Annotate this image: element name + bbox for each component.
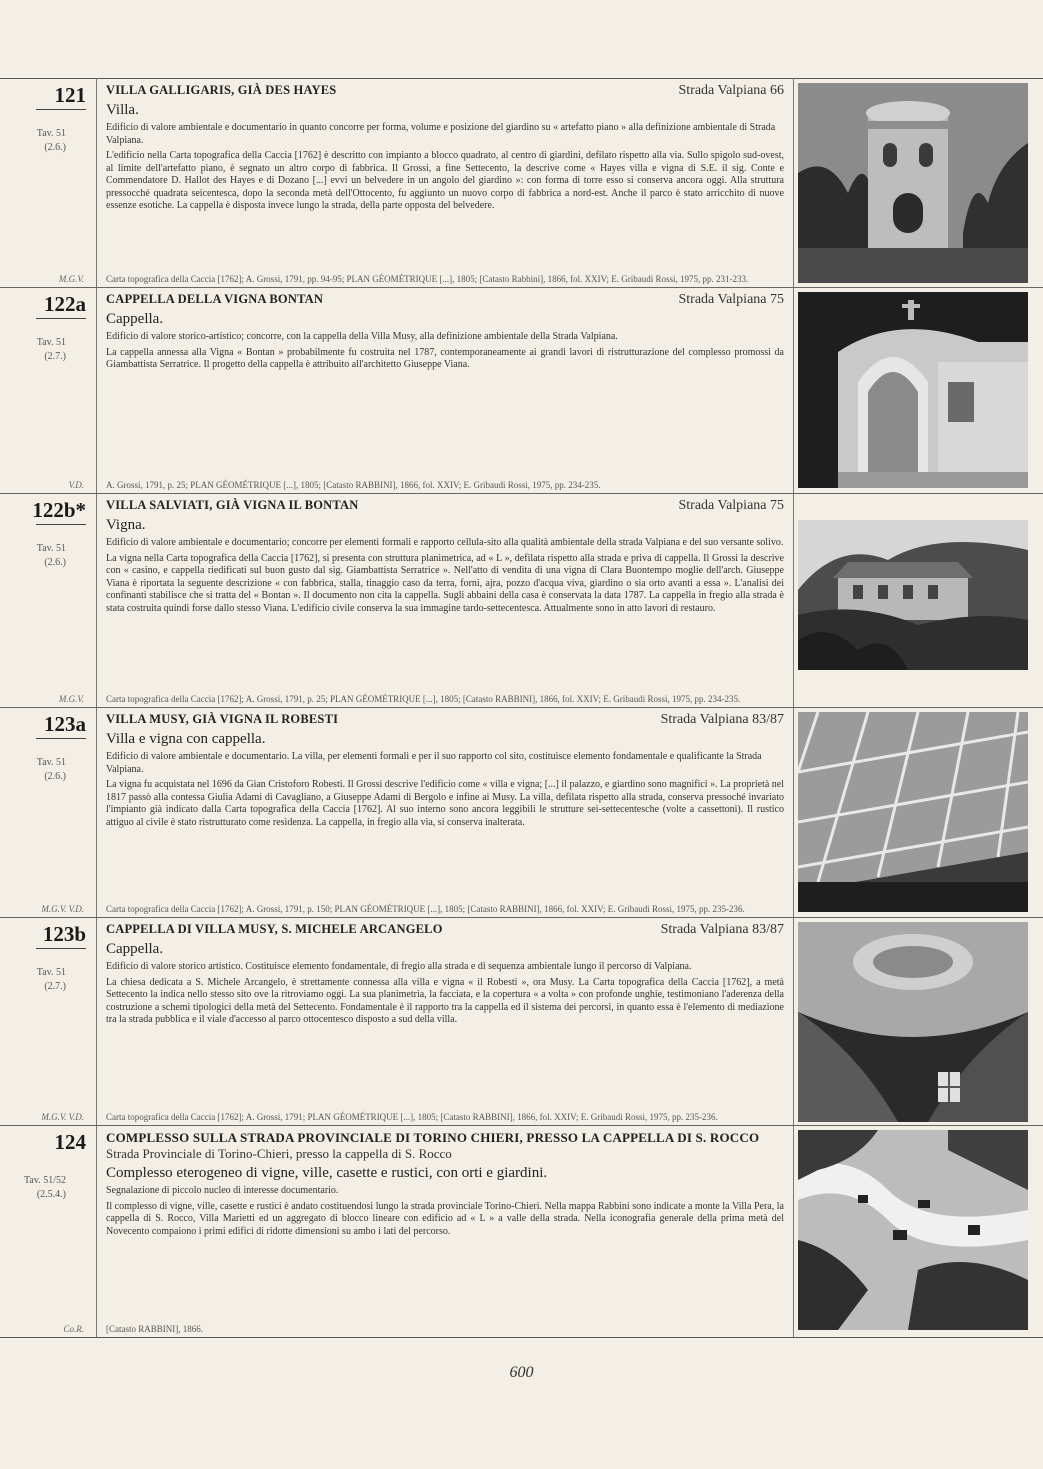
number-separator <box>36 738 86 739</box>
photo-coffered-ceiling <box>798 712 1028 912</box>
entry-content <box>106 498 784 705</box>
entry-references: [Catasto RABBINI], 1866. <box>106 1324 203 1334</box>
tav-reference <box>20 966 66 994</box>
author-initials: M.G.V. <box>58 694 84 704</box>
entry-123a <box>0 708 1043 918</box>
entry-number: 124 <box>54 1130 86 1154</box>
entry-content <box>106 83 784 285</box>
entry-references: Carta topografica della Caccia [1762]; A. Grossi, 1791, p. 150; PLAN GÉOMÉTRIQUE [...], 1805; [Catasto RABBINI], 1866, fol. XXIV; E. Gribaudi Rossi, 1975, pp. 235-236. <box>106 904 745 914</box>
entry-address: Strada Valpiana 83/87 <box>660 922 784 937</box>
entry-title: VILLA GALLIGARIS, GIÀ DES HAYES <box>106 83 337 97</box>
entry-content <box>106 292 784 491</box>
entry-content <box>106 712 784 915</box>
entry-number: 123a <box>44 712 86 736</box>
tav-label: Tav. 51 <box>36 128 66 139</box>
bottom-rule <box>0 1337 1043 1338</box>
entry-123b <box>0 918 1043 1126</box>
tav-reference <box>20 127 66 155</box>
entry-type: Cappella. <box>106 941 164 957</box>
author-initials: M.G.V. V.D. <box>41 904 84 914</box>
entry-description: La cappella annessa alla Vigna « Bontan » probabilmente fu costruita nel 1787, contemporaneamente ai grandi lavori di ristrutturazione del complesso promossi da Giambattista Serratrice. Il progetto della cappella è attribuito all'architetto Giuseppe Viana. <box>106 346 784 370</box>
tav-code: (2.6.) <box>44 557 66 568</box>
entry-122b <box>0 494 1043 708</box>
entry-description: L'edificio nella Carta topografica della Caccia [1762] è descritto con impianto a blocco quadrato, al centro di giardini, defilato rispetto alla via. Sullo spigolo sud-ovest, al limite dell'artefatto piano, è segnato un altro corpo di fabbrica. Il Grossi, a fine Settecento, la descrive come « Hayes villa e vigna di S.E. il sig. Conte e Commendatore D. Hallot des Hayes e di Dozano [...] evvi un belvedere in un angolo del giardino »: con forma di torre esso si conserva ancora oggi. Alla struttura pressocché quadrata seicentesca, dopo la seconda metà dell'Ottocento, fu aggiunto un nuovo corpo di fabbrica a nord-est. Anche il parco è stato arricchito di nuove essenze esotiche. La cappella è disposta invece lungo la strada, della parte opposta del belvedere. <box>106 150 784 211</box>
author-initials: V.D. <box>68 480 84 490</box>
photo-aerial-view <box>798 1130 1028 1330</box>
entry-address: Strada Provinciale di Torino-Chieri, presso la cappella di S. Rocco <box>106 1146 452 1161</box>
entry-number: 122a <box>44 292 86 316</box>
entry-title: CAPPELLA DELLA VIGNA BONTAN <box>106 292 324 306</box>
entry-description: La vigna nella Carta topografica della Caccia [1762], si presenta con struttura planimetrica, ad « L », defilata rispetto alla strada e priva di cappella. Il Grossi la descrive con « casino, e cappella riedificati sul buon gusto dal sig. Giambattista Serratrice ». Nell'atto di vendita di una vigna di Clara Buontempo moglie dell'arch. Giuseppe Viana è riportata la seguente descrizione « con fabbrica, stalla, tinaggio caso da terra, forni, ajra, pozzo d'acqua viva, giardino o sia orto avanti a essa ». L'analisi dei confinanti stabilisce che si tratta del « Bontan ». Il documento non cita la cappella. Sugli abbaini della casa è conservata la data 1787. La cappella in fregio alla strada è stata costruita quindi forse dallo stesso Viana. L'edificio civile conserva la sua immagine tardo-settecentesca. Attualmente sono in atto lavori di restauro. <box>106 552 784 614</box>
tav-label: Tav. 51 <box>36 337 66 348</box>
entry-type: Villa e vigna con cappella. <box>106 731 266 747</box>
entry-address: Strada Valpiana 75 <box>678 498 784 513</box>
photo-chapel-vault <box>798 922 1028 1122</box>
entry-type: Villa. <box>106 102 139 118</box>
author-initials: Co.R. <box>63 1324 84 1334</box>
author-initials: M.G.V. V.D. <box>41 1112 84 1122</box>
tav-reference <box>20 756 66 784</box>
entry-content <box>106 922 784 1123</box>
entry-value: Edificio di valore storico-artistico; concorre, con la cappella della Villa Musy, alla definizione ambientale della Strada Valpiana. <box>106 331 618 342</box>
tav-code: (2.6.) <box>44 142 66 153</box>
entry-value: Segnalazione di piccolo nucleo di interesse documentario. <box>106 1185 339 1196</box>
tav-reference <box>20 542 66 570</box>
entry-description: Il complesso di vigne, ville, casette e rustici è andato costituendosi lungo la strada provinciale Torino-Chieri. Nella mappa Rabbini sono indicate a monte la Villa Pera, la cappella di S. Rocco, Villa Marietti ed un aggregato di blocco lineare con edificio ad « L » a valle della strada. Nella iconografia generale della prima metà del Novecento compaiono i primi edifici di ridotte dimensioni su ambo i lati del percorso. <box>106 1200 784 1237</box>
entry-value: Edificio di valore ambientale e documentario in quanto concorre per forma, volume e posizione del giardino su « artefatto piano » alla definizione ambientale di Strada Valpiana. <box>106 122 776 146</box>
entry-type: Vigna. <box>106 517 146 533</box>
entry-value: Edificio di valore storico artistico. Costituisce elemento fondamentale, di fregio alla strada e di sequenza ambientale lungo il percorso di Valpiana. <box>106 961 692 972</box>
tav-reference <box>20 336 66 364</box>
entry-address: Strada Valpiana 66 <box>678 83 784 98</box>
entry-type: Cappella. <box>106 311 164 327</box>
entry-number: 121 <box>54 83 86 107</box>
number-separator <box>36 948 86 949</box>
tav-reference <box>20 1174 66 1202</box>
page-number: 600 <box>509 1364 534 1381</box>
entry-title: VILLA SALVIATI, GIÀ VIGNA IL BONTAN <box>106 498 359 512</box>
tav-code: (2.7.) <box>44 981 66 992</box>
entry-121 <box>0 79 1043 288</box>
entry-122a <box>0 288 1043 494</box>
number-separator <box>36 318 86 319</box>
photo-villa-salviati <box>798 520 1028 670</box>
tav-code: (2.7.) <box>44 351 66 362</box>
entry-title: COMPLESSO SULLA STRADA PROVINCIALE DI TORINO CHIERI, PRESSO LA CAPPELLA DI S. ROCCO <box>106 1130 760 1145</box>
photo-belvedere-tower <box>798 83 1028 283</box>
tav-label: Tav. 51 <box>36 543 66 554</box>
entry-references: A. Grossi, 1791, p. 25; PLAN GÉOMÉTRIQUE [...], 1805; [Catasto RABBINI], 1866, fol. XXIV; E. Gribaudi Rossi, 1975, pp. 234-235. <box>106 480 601 490</box>
entry-description: La vigna fu acquistata nel 1696 da Gian Cristoforo Robesti. Il Grossi descrive l'edificio come « villa e vigna; [...] il palazzo, e giardino sono magnifici ». La proprietà nel 1817 passò alla contessa Giulia Adami di Cavagliano, a Giuseppe Adami di Bergolo e infine ai Musy. La villa, defilata rispetto alla strada, conserva pressoché invariato l'impianto già indicato dalla Carta topografica della Caccia [1762]. Al suo interno sono ancora leggibili le strutture sei-settecentesche (volte a cassettoni). Il rustico attiguo al civile è stato ristrutturato come residenza. La cappella, in fregio alla via, si conserva inalterata. <box>106 779 784 828</box>
entry-title: VILLA MUSY, GIÀ VIGNA IL ROBESTI <box>106 712 339 726</box>
entry-content <box>106 1130 784 1335</box>
photo-chapel-facade <box>798 292 1028 488</box>
tav-label: Tav. 51/52 <box>24 1175 66 1186</box>
entry-description: La chiesa dedicata a S. Michele Arcangelo, è strettamente connessa alla villa e vigna « il Robesti », ora Musy. La Carta topografica della Caccia [1762], a metà Settecento la indica nello stesso sito ove la ritroviamo oggi. La sua planimetria, la facciata, e la copertura « a volta » con profonde unghie, testimoniano l'aderenza della costruzione a schemi tipologici della metà del Settecento. Fondamentale è il rapporto tra la cappella ed il sistema dei percorsi, in quanto essa è l'elemento di mediazione tra la strada pubblica e il viale d'accesso al parco ottocentesco disposto a sud della villa. <box>106 976 784 1025</box>
entry-references: Carta topografica della Caccia [1762]; A. Grossi, 1791, p. 25; PLAN GÉOMÉTRIQUE [...], 1805; [Catasto RABBINI], 1866, fol. XXIV; E. Gribaudi Rossi, 1975, pp. 234-235. <box>106 694 741 704</box>
number-separator <box>36 109 86 110</box>
tav-code: (2.5.4.) <box>36 1189 66 1200</box>
entry-address: Strada Valpiana 75 <box>678 292 784 307</box>
entry-124 <box>0 1126 1043 1337</box>
number-separator <box>36 524 86 525</box>
entry-title: CAPPELLA DI VILLA MUSY, S. MICHELE ARCANGELO <box>106 922 443 936</box>
tav-code: (2.6.) <box>44 771 66 782</box>
entry-value: Edificio di valore ambientale e documentario; concorre per elementi formali e rapporto cellula-sito alla qualità ambientale della strada Valpiana e del suo versante solivo. <box>106 537 784 548</box>
entry-references: Carta topografica della Caccia [1762]; A. Grossi, 1791; PLAN GÉOMÉTRIQUE [...], 1805; [Catasto RABBINI], 1866, fol. XXIV; E. Gribaudi Rossi, 1975, pp. 235-236. <box>106 1112 718 1122</box>
entry-type: Complesso eterogeneo di vigne, ville, casette e rustici, con orti e giardini. <box>106 1165 548 1181</box>
author-initials: M.G.V. <box>58 274 84 284</box>
tav-label: Tav. 51 <box>36 757 66 768</box>
tav-label: Tav. 51 <box>36 967 66 978</box>
entry-references: Carta topografica della Caccia [1762]; A. Grossi, 1791, pp. 94-95; PLAN GÉOMÉTRIQUE [...], 1805; [Catasto Rabbini], 1866, fol. XXIV; E. Gribaudi Rossi, 1975, pp. 231-233. <box>106 274 749 284</box>
entry-number: 123b <box>42 922 86 946</box>
entry-address: Strada Valpiana 83/87 <box>660 712 784 727</box>
entry-number: 122b* <box>32 498 86 522</box>
entry-value: Edificio di valore ambientale e documentario. La villa, per elementi formali e per il suo rapporto col sito, costituisce elemento fondamentale e qualificante la Strada Valpiana. <box>106 751 762 775</box>
